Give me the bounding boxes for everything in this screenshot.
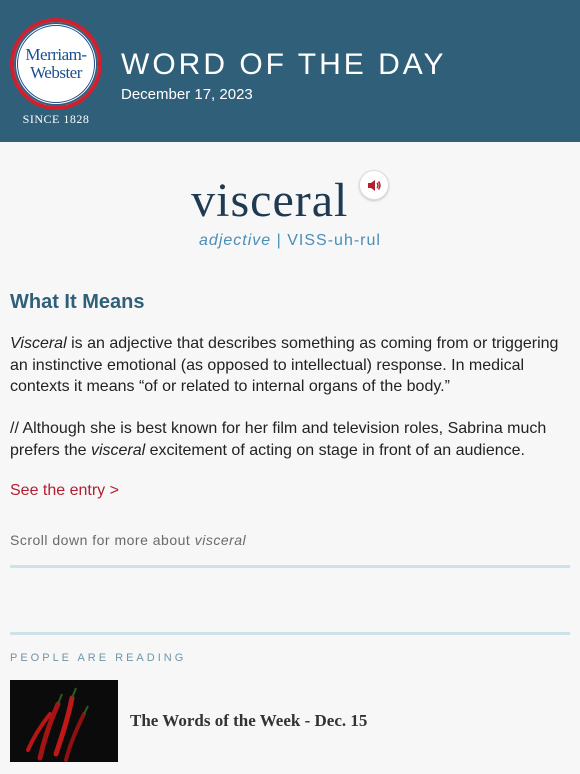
merriam-webster-logo[interactable] <box>10 18 102 110</box>
definition-word: Visceral <box>10 335 67 352</box>
article-thumbnail[interactable] <box>10 680 118 762</box>
date-label: December 17, 2023 <box>121 86 253 103</box>
page-title: WORD OF THE DAY <box>121 48 447 81</box>
scroll-hint-text: Scroll down for more about <box>10 532 195 548</box>
pron-separator: | <box>276 232 282 249</box>
see-entry-link[interactable]: See the entry > <box>10 482 119 499</box>
example-word: visceral <box>90 441 146 459</box>
logo-text-line1: Merriam- <box>25 45 87 64</box>
pronunciation: VISS-uh-rul <box>287 232 381 249</box>
divider <box>10 565 570 568</box>
example-text-b: excitement of acting on stage in front of an audience. <box>145 441 525 459</box>
scroll-hint <box>10 532 246 548</box>
pronunciation-line <box>0 232 580 250</box>
logo-text-line2: Webster <box>30 63 82 82</box>
speaker-icon <box>367 179 382 192</box>
scroll-hint-word: visceral <box>194 532 247 548</box>
what-it-means-heading: What It Means <box>10 291 145 313</box>
part-of-speech: adjective <box>199 232 272 249</box>
article-link[interactable]: The Words of the Week - Dec. 15 <box>130 711 368 730</box>
since-label: SINCE 1828 <box>22 112 90 126</box>
divider <box>10 632 570 635</box>
people-reading-heading: PEOPLE ARE READING <box>10 652 187 664</box>
header-banner <box>0 0 580 142</box>
definition-paragraph <box>10 333 570 398</box>
logo-ring <box>17 25 95 103</box>
example-paragraph <box>10 418 570 461</box>
headword-row <box>0 170 580 228</box>
audio-button[interactable] <box>359 170 389 200</box>
chili-peppers-image <box>10 680 118 762</box>
example-text-a: // Although she is best known for her film and television roles, Sabrina much prefers the <box>10 420 547 459</box>
definition-text: is an adjective that describes something as coming from or triggering an instinctive emotional (as opposed to intellectual) response. In medical contexts it means “of or related to internal organs of the body.” <box>10 335 559 395</box>
headword: visceral <box>191 174 349 227</box>
